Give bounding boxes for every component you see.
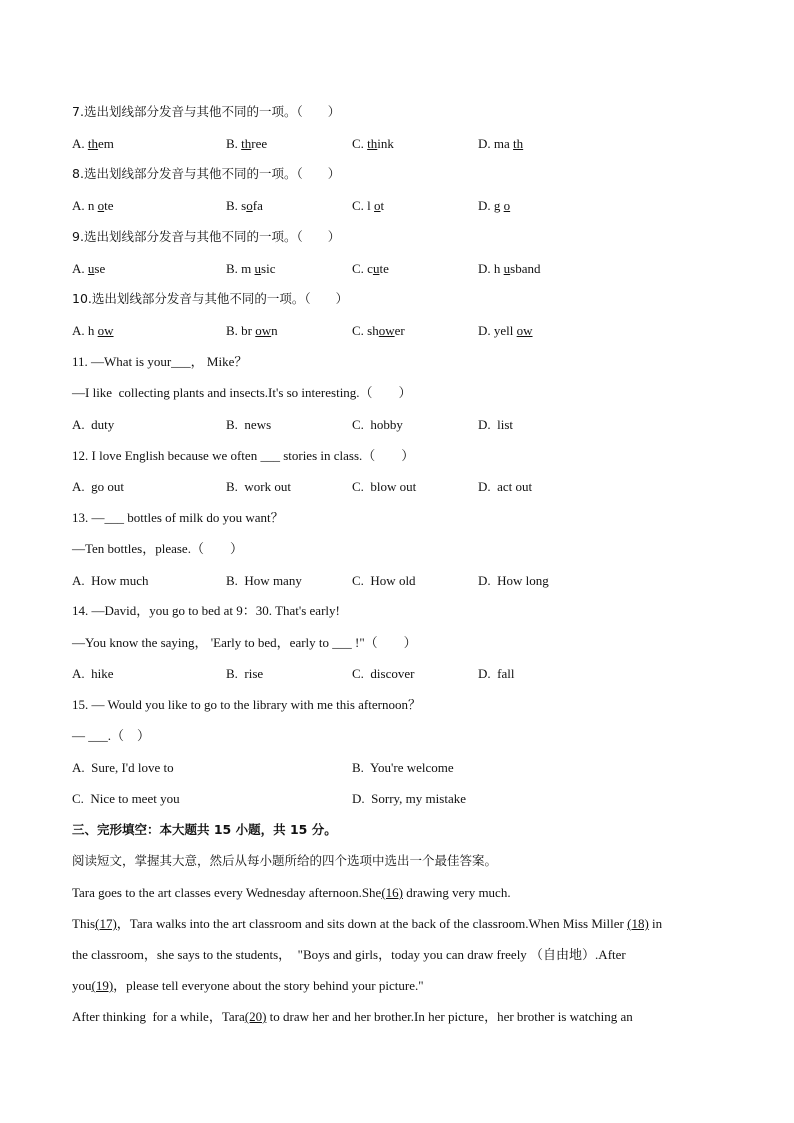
question-stem: 10.选出划线部分发音与其他不同的一项。（ ）: [72, 291, 349, 306]
passage-line: the classroom，she says to the students， "Boys and girls，today you can draw freely （自由地）.After: [72, 947, 626, 962]
blank-17[interactable]: (17): [95, 916, 117, 931]
question-response: —You know the saying， 'Early to bed，early to ___ !"（ ）: [72, 635, 417, 650]
passage-line: you(19)，please tell everyone about the story behind your picture.": [72, 978, 424, 993]
option-a[interactable]: A. go out: [72, 479, 124, 494]
option-b[interactable]: B. three: [226, 136, 268, 151]
option-c[interactable]: C. blow out: [352, 479, 417, 494]
option-c[interactable]: C. think: [352, 136, 394, 151]
option-c[interactable]: C. How old: [352, 573, 416, 588]
option-b[interactable]: B. rise: [226, 666, 264, 681]
option-d[interactable]: D. yell ow: [478, 323, 533, 338]
option-a[interactable]: A. h ow: [72, 323, 114, 338]
question-response: —I like collecting plants and insects.It's so interesting.（ ）: [72, 385, 412, 400]
option-d[interactable]: D. ma th: [478, 136, 524, 151]
blank-20[interactable]: (20): [244, 1009, 267, 1024]
passage-line: After thinking for a while，Tara(20) to draw her and her brother.In her picture，her brother is watching an: [72, 1009, 633, 1024]
option-d[interactable]: D. How long: [478, 573, 549, 588]
option-b[interactable]: B. news: [226, 417, 272, 432]
option-c[interactable]: C. l ot: [352, 198, 385, 213]
option-b[interactable]: B. How many: [226, 573, 302, 588]
option-c[interactable]: C. cute: [352, 261, 389, 276]
option-a[interactable]: A. use: [72, 261, 106, 276]
passage-line: Tara goes to the art classes every Wednesday afternoon.She(16) drawing very much.: [72, 885, 511, 900]
question-stem: 11. —What is your___， Mike？: [72, 354, 248, 369]
question-stem: 13. —___ bottles of milk do you want？: [72, 510, 284, 525]
option-a[interactable]: A. them: [72, 136, 114, 151]
question-response: — ___.（ ）: [72, 728, 151, 743]
question-stem: 8.选出划线部分发音与其他不同的一项。（ ）: [72, 166, 341, 181]
passage-line: This(17)，Tara walks into the art classroom and sits down at the back of the classroom.When Miss Miller (18) in: [72, 916, 663, 931]
option-d[interactable]: D. fall: [478, 666, 515, 681]
question-stem: 15. — Would you like to go to the library with me this afternoon？: [72, 697, 421, 712]
option-a[interactable]: A. hike: [72, 666, 114, 681]
option-c[interactable]: C. hobby: [352, 417, 403, 432]
question-stem: 12. I love English because we often ___ stories in class.（ ）: [72, 448, 415, 463]
option-b[interactable]: B. work out: [226, 479, 291, 494]
option-a[interactable]: A. duty: [72, 417, 115, 432]
option-d[interactable]: D. act out: [478, 479, 533, 494]
question-response: —Ten bottles，please.（ ）: [72, 541, 243, 556]
question-stem: 9.选出划线部分发音与其他不同的一项。（ ）: [72, 229, 341, 244]
option-a[interactable]: A. How much: [72, 573, 149, 588]
option-c[interactable]: C. discover: [352, 666, 415, 681]
option-d[interactable]: D. h usband: [478, 261, 541, 276]
option-d[interactable]: D. g o: [478, 198, 511, 213]
option-b[interactable]: B. m usic: [226, 261, 276, 276]
option-d[interactable]: D. Sorry, my mistake: [352, 791, 466, 806]
option-b[interactable]: B. You're welcome: [352, 760, 454, 775]
blank-18[interactable]: (18): [627, 916, 649, 931]
option-a[interactable]: A. Sure, I'd love to: [72, 760, 174, 775]
blank-16[interactable]: (16): [381, 885, 403, 900]
option-c[interactable]: C. shower: [352, 323, 405, 338]
option-b[interactable]: B. br own: [226, 323, 278, 338]
option-a[interactable]: A. n ote: [72, 198, 114, 213]
question-stem: 14. —David，you go to bed at 9：30. That's early!: [72, 603, 340, 618]
question-stem: 7.选出划线部分发音与其他不同的一项。（ ）: [72, 104, 341, 119]
option-c[interactable]: C. Nice to meet you: [72, 791, 180, 806]
option-b[interactable]: B. sofa: [226, 198, 263, 213]
section-title: 三、完形填空：本大题共 15 小题，共 15 分。: [72, 822, 337, 837]
option-d[interactable]: D. list: [478, 417, 514, 432]
section-instruction: 阅读短文，掌握其大意，然后从每小题所给的四个选项中选出一个最佳答案。: [72, 853, 498, 868]
blank-19[interactable]: (19): [91, 978, 114, 993]
